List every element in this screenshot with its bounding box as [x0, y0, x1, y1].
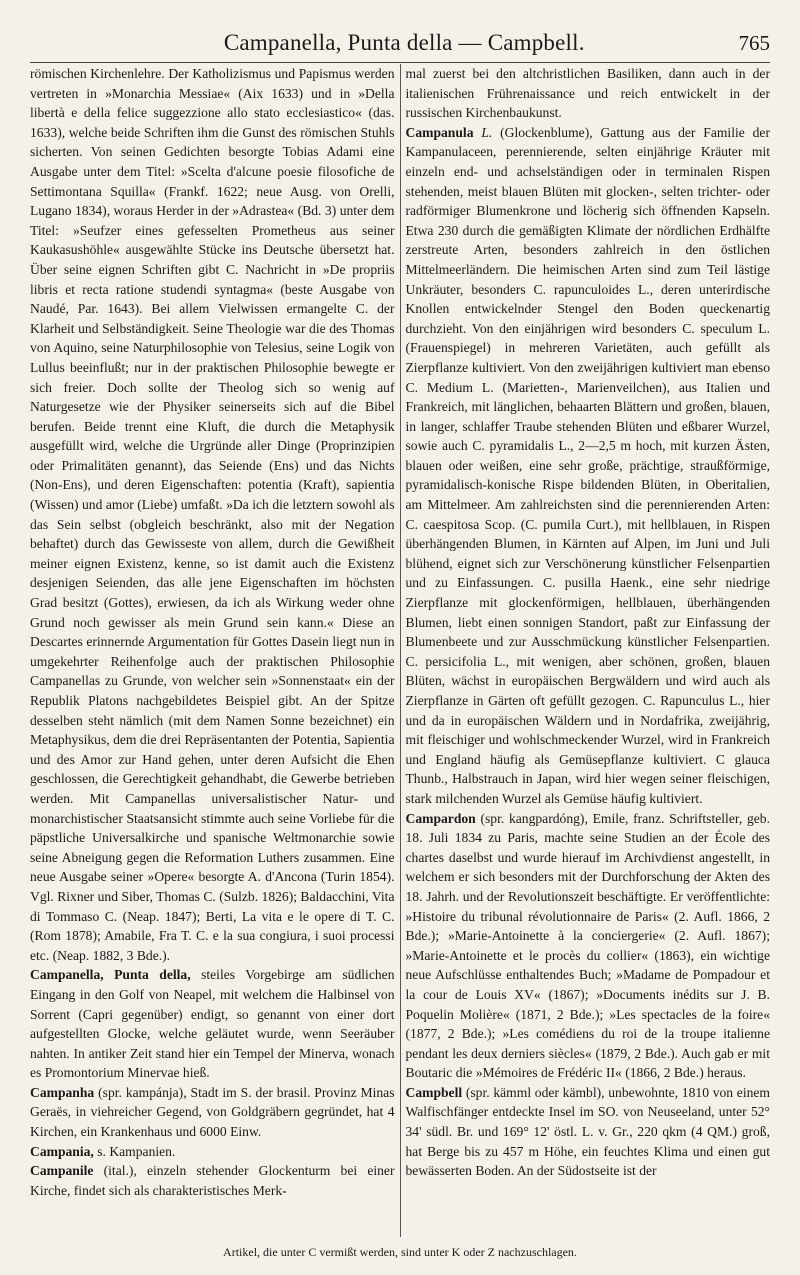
entry-punta-della	[30, 965, 395, 1083]
right-column	[401, 64, 771, 1237]
page-number: 765	[738, 31, 770, 55]
entry-body: (spr. kampánja), Stadt im S. der brasil. Provinz Minas Geraës, in viehreicher Gegend, von Goldgräbern gegründet, hat 4 Kirchen, ein Krankenhaus und 6000 Einw.	[30, 1084, 395, 1140]
entry-body: s. Kampanien.	[93, 1143, 176, 1159]
entry-headword: Campardon	[405, 810, 476, 826]
entry-campanella-continued: römischen Kirchenlehre. Der Katholizismus und Papismus werden vertreten in »Monarchia Messiae« (Aix 1633) und in »Della libertà e della felice suggezzione allo stato ecclesiastico« (das. 1633), welche beide Schriften ihm die Gunst des römischen Stuhls sicherten. Von seinen Gedichten besorgte Tobias Adami eine Ausgabe unter dem Titel: »Scelta d'alcune poesie filosofiche de Settimontana Squilla« (Frankf. 1622; neue Ausg. von Orelli, Lugano 1834), woraus Herder in der »Adrastea« (Bd. 3) unter dem Titel: »Seufzer eines gefesselten Prometheus aus seiner Kaukasushöhle« ausgewählte Stücke ins Deutsche übersetzt hat. Über seine eignen Schriften gibt C. Nachricht in »De propriis libris et recta ratione studendi syntagma« (beste Ausgabe von Naudé, Par. 1643). Bei allem Vielwissen ermangelte C. der Klarheit und Selbständigkeit. Seine Theologie war die des Thomas von Aquino, seine Naturphilosophie von Telesius, seine Logik von Lullus beeinflußt; nur in der praktischen Philosophie bewegte er sich freier. Doch sollte der Theolog sich so wenig auf Naturgesetze wie der Physiker seinerseits sich auf die Bibel berufen. Beide trennt eine Kluft, die durch die Metaphysik ausgefüllt wird, welche die Urgründe aller Dinge (Proprinzipien oder Primalitäten genannt), das Seiende (Ens) und das Nichts (Non-Ens), und deren Eigenschaften: potentia (Kraft), sapientia (Wissen) und amor (Liebe) umfaßt. »Da ich die letztern sowohl als das Sein selbst (obgleich beschränkt, also mit der Negation behaftet) durch das Gewisseste von allem, durch die Gewißheit meiner eignen Existenz, kenne, so ist damit auch die Existenz desjenigen Seienden, das alle jene Eigenschaften im höchsten Grad besitzt (Gottes), erwiesen, da ich als Wirkung weder ohne Grund noch gewisser als mein Grund sein kann.« Diese an Descartes erinnernde Argumentation für Gottes Dasein liegt nun in umgekehrter Reihenfolge auch der praktischen Philosophie Campanellas zu Grunde, von welcher sein »Sonnenstaat« ein der Republik Platons nachgebildetes Beispiel gibt. An der Spitze desselben steht nämlich (mit dem Namen Sonne bezeichnet) ein Metaphysikus, dem die drei Repräsentanten der Potentia, Sapientia und des Amor zur Hand gehen, unter deren Aufsicht die Ehen geschlossen, die Gerechtigkeit gehandhabt, die Gewerbe betrieben werden. Mit Campanellas universalistischer Natur- und monarchistischer Staatsansicht stimmte auch seine Vorliebe für die päpstliche Universalkirche und spanische Weltmonarchie sowie seine Abneigung gegen die Reformation Luthers zusammen. Eine neue Ausgabe seiner »Opere« besorgte A. d'Ancona (Turin 1854). Vgl. Rixner und Siber, Thomas C. (Sulzb. 1826); Baldacchini, Vita di Tommaso C. (Neap. 1847); Berti, La vita e le opere di T. C. (Rom 1878); Amabile, Fra T. C. e la sua congiura, i suoi processi etc. (Neap. 1882, 3 Bde.).	[30, 66, 395, 963]
entry-campanile-continued: mal zuerst bei den altchristlichen Basiliken, dann auch in der italienischen Frührenaissance und reich entwickelt in der russischen Kirchenbaukunst.	[405, 66, 770, 121]
entry-headword: Campanula	[405, 124, 474, 140]
entry-campania	[30, 1142, 395, 1162]
entry-campanula	[406, 123, 771, 809]
entry-body: (ital.), einzeln stehender Glockenturm bei einer Kirche, findet sich als charakteristisches Merk-	[30, 1163, 395, 1198]
left-column	[30, 64, 400, 1237]
entry-headword: Campanha	[30, 1084, 95, 1100]
page-footer-note: Artikel, die unter C vermißt werden, sind unter K oder Z nachzuschlagen.	[223, 1245, 577, 1259]
running-title: Campanella, Punta della — Campbell.	[223, 30, 585, 55]
entry-headword: Campania,	[30, 1143, 94, 1159]
entry-campanile	[30, 1161, 395, 1200]
page-header	[30, 30, 770, 56]
entry-body: (spr. kangpardóng), Emile, franz. Schriftsteller, geb. 18. Juli 1834 zu Paris, machte seine Studien an der École des chartes daselbst und wurde hierauf im Archivdienst angestellt, in welchem er sich besonders mit der Durchforschung der Akten des 18. Jahrh. und der Revolutionszeit beschäftigte. Er veröffentlichte: »Histoire du tribunal révolutionnaire de Paris« (2. Aufl. 1866, 2 Bde.); »Marie-Antoinette à la conciergerie« (2. Aufl. 1867); »Marie-Antoinette et le procès du collier« (1863), ein wichtige neue Aufschlüsse enthaltendes Buch; »Madame de Pompadour et la cour de Louis XV« (1867); »Documents inédits sur J. B. Poquelin Molière« (1871, 2 Bde.); »Les spectacles de la foire« (1877, 2 Bde.); »Les comédiens du roi de la troupe italienne pendant les deux derniers siècles« (1879, 2 Bde.). Auch gab er mit Boutaric die »Mémoires de Frédéric II« (1866, 2 Bde.) heraus.	[405, 810, 770, 1081]
entry-campardon	[406, 809, 771, 1083]
entry-author: L.	[473, 124, 493, 140]
entry-headword: Campbell	[405, 1084, 463, 1100]
entry-campbell	[406, 1083, 771, 1181]
entry-headword: Campanella, Punta della,	[30, 967, 191, 983]
entry-headword: Campanile	[30, 1163, 94, 1179]
entry-body: steiles Vorgebirge am südlichen Eingang in den Golf von Neapel, mit welchem die Halbinsel von Sorrent (Capri gegenüber) endigt, so genannt von einer dort aufgestellten Glocke, welche geläutet wurde, wenn Seeräuber nahten. In antiker Zeit stand hier ein Tempel der Minerva, wonach es Promontorium Minervae hieß.	[30, 967, 395, 1081]
header-rule	[30, 62, 770, 63]
entry-body: (Glockenblume), Gattung aus der Familie der Kampanulaceen, perennierende, selten einjährige Kräuter mit einzeln end- und achselständigen oder in terminalen Rispen stehenden, meist blauen Blüten mit glocken-, selten trichter- oder radförmiger Blumenkrone und löcherig sich öffnenden Kapseln. Etwa 230 durch die gemäßigten Klimate der nördlichen Erdhälfte zerstreute Arten, besonders zahlreich in den östlichen Mittelmeerländern. Die heimischen Arten sind zum Teil lästige Unkräuter, besonders C. rapunculoides L., deren unterirdische Knollen entwickelnder Stengel den Boden queckenartig durchzieht. Von den einjährigen wird besonders C. speculum L. (Frauenspiegel) in mehreren Varietäten, auch gefüllt als Zierpflanze kultiviert. Von den zweijährigen kultiviert man ebenso C. Medium L. (Marietten-, Marienveilchen), aus Italien und Frankreich, mit länglichen, behaarten Blättern und großen, blauen, in langer, schlaffer Traube stehenden Blüten und eßbarer Wurzel, sowie auch C. pyramidalis L., 2—2,5 m hoch, mit kurzen Ästen, blauen oder weißen, eine sehr große, prächtige, straußförmige, pyramidalisch-konische Rispe bildenden Blüten, in Oberitalien, am Mittelmeer. Am zahlreichsten sind die perennierenden Arten: C. caespitosa Scop. (C. pumila Curt.), mit hellblauen, in Rispen überhängenden Blumen, in Kärnten auf Alpen, im Juni und Juli blühend, eignet sich zur Verschönerung künstlicher Felsenpartien und zu Einfassungen. C. pusilla Haenk., eine sehr niedrige Zierpflanze mit glockenförmigen, hellblauen, überhängenden Blumen, liebt einen sonnigen Standort, paßt zur Einfassung der Blumenbeete und zur Ausschmückung künstlicher Felsenpartien. C. persicifolia L., mit wenigen, aber schönen, großen, blauen Blüten, wächst in europäischen Bergwäldern und wird auch als Zierpflanze in Gärten oft gefüllt gezogen. C. Rapunculus L., hier und da in europäischen Wäldern und in Nordafrika, zweijährig, mit fleischiger und wohlschmeckender Wurzel, wird in Frankreich und England häufig als Gemüsepflanze kultiviert. C glauca Thunb., Halbstrauch in Japan, wird hier wegen seiner fleischigen, stark milchenden Wurzel als Gemüse häufig kultiviert.	[405, 124, 770, 806]
entry-campanha	[30, 1083, 395, 1142]
text-columns	[30, 64, 770, 1237]
entry-body: (spr. kämml oder kämbl), unbewohnte, 1810 von einem Walfischfänger entdeckte Insel im SO. von Neuseeland, unter 52° 34' südl. Br. und 169° 12' östl. L. v. Gr., 220 qkm (4 QM.) groß, hat Berge bis zu 457 m Höhe, ein feuchtes Klima und einen gut bewässerten Boden. An der Südostseite ist der	[405, 1084, 770, 1179]
